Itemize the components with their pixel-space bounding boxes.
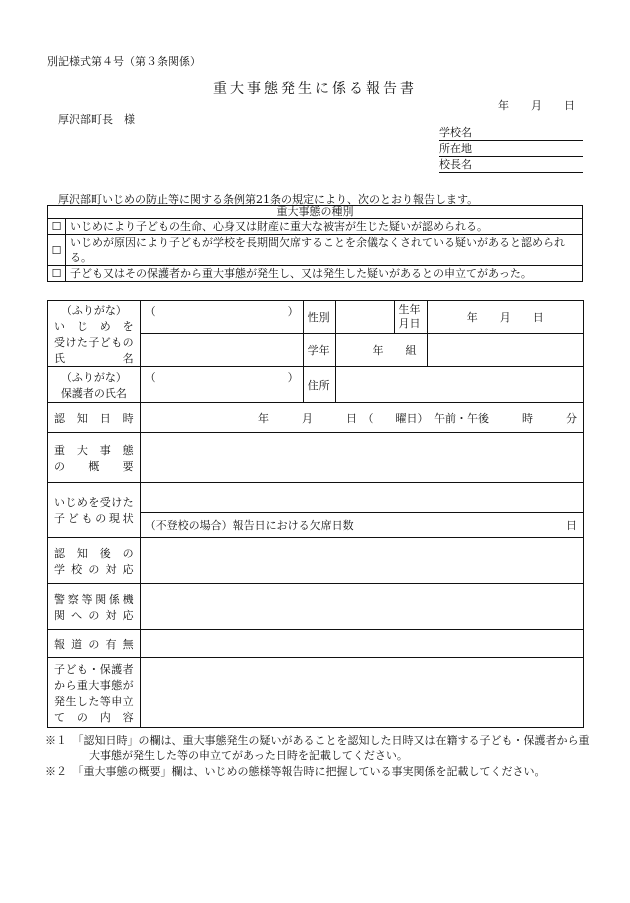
addressee: 厚沢部町長 様: [58, 113, 135, 126]
page-title: 重大事態発生に係る報告書: [213, 81, 417, 97]
address-label: 住所: [303, 367, 336, 403]
report-date: 年 月 日: [498, 99, 575, 112]
school-response-field[interactable]: [140, 538, 583, 584]
form-number: 別記様式第４号（第３条関係）: [47, 55, 201, 68]
gender-field[interactable]: [336, 301, 394, 334]
grade-extra[interactable]: [427, 334, 583, 367]
school-response-label: 認知後の 学校の対応: [48, 538, 141, 584]
recognition-time-field[interactable]: 年 月 日 （ 曜日） 午前・午後 時 分: [140, 403, 583, 433]
note-2: ※２ 「重大事態の概要」欄は、いじめの態様等報告時に把握している事実関係を記載してください。: [45, 765, 546, 778]
address-field[interactable]: [336, 367, 584, 403]
birth-field[interactable]: 年 月 日: [427, 301, 583, 334]
victim-name-blank[interactable]: [140, 334, 303, 367]
guardian-name-field[interactable]: （ ）: [140, 367, 303, 403]
incident-type-table: [47, 205, 583, 282]
notes: [45, 733, 590, 780]
intro-text: 厚沢部町いじめの防止等に関する条例第21条の規定により、次のとおり報告します。: [58, 193, 479, 206]
type-label-3: 子ども又はその保護者から重大事態が発生し、又は発生した疑いがあるとの申立てがあった。: [66, 266, 583, 282]
school-address-field[interactable]: 所在地: [439, 140, 583, 157]
status-field[interactable]: [140, 483, 583, 513]
status-label: いじめを受けた 子どもの現状: [48, 483, 141, 538]
media-field[interactable]: [140, 630, 583, 658]
gender-label: 性別: [303, 301, 336, 334]
grade-label: 学年: [303, 334, 336, 367]
police-response-field[interactable]: [140, 584, 583, 630]
claim-field[interactable]: [140, 658, 583, 728]
type-label-2: いじめが原因により子どもが学校を長期間欠席することを余儀なくされている疑いがあると認められる。: [66, 235, 583, 266]
birth-label: 生年月日: [394, 301, 427, 334]
report-table: [47, 300, 584, 728]
absence-row[interactable]: [140, 513, 583, 538]
type-checkbox-2[interactable]: ☐: [48, 235, 66, 266]
grade-field[interactable]: 年 組: [336, 334, 427, 367]
overview-label: 重大事態 の概要: [48, 433, 141, 483]
absence-unit: 日: [566, 519, 577, 532]
victim-name-field[interactable]: （ ）: [140, 301, 303, 334]
media-label: 報道の有無: [48, 630, 141, 658]
claim-label: 子ども・保護者 から重大事態が 発生した等申立 ての内容: [48, 658, 141, 728]
recognition-time-label: 認知日時: [48, 403, 141, 433]
principal-name-field[interactable]: 校長名: [439, 156, 583, 173]
absence-label: （不登校の場合）報告日における欠席日数: [144, 519, 354, 532]
victim-name-label: （ふりがな） いじめを 受けた子どもの 氏名: [48, 301, 141, 367]
police-response-label: 警察等関係機 関への対応: [48, 584, 141, 630]
note-1: ※１ 「認知日時」の欄は、重大事態発生の疑いがあることを認知した日時又は在籍する子ども・保護者から重大事態が発生した等の申立てがあった日時を記載してください。: [45, 734, 590, 762]
type-label-1: いじめにより子どもの生命、心身又は財産に重大な被害が生じた疑いが認められる。: [66, 219, 583, 235]
overview-field[interactable]: [140, 433, 583, 483]
school-name-field[interactable]: 学校名: [439, 124, 583, 141]
type-checkbox-1[interactable]: ☐: [48, 219, 66, 235]
incident-type-header: 重大事態の種別: [48, 206, 583, 219]
guardian-label: （ふりがな） 保護者の氏名: [48, 367, 141, 403]
type-checkbox-3[interactable]: ☐: [48, 266, 66, 282]
